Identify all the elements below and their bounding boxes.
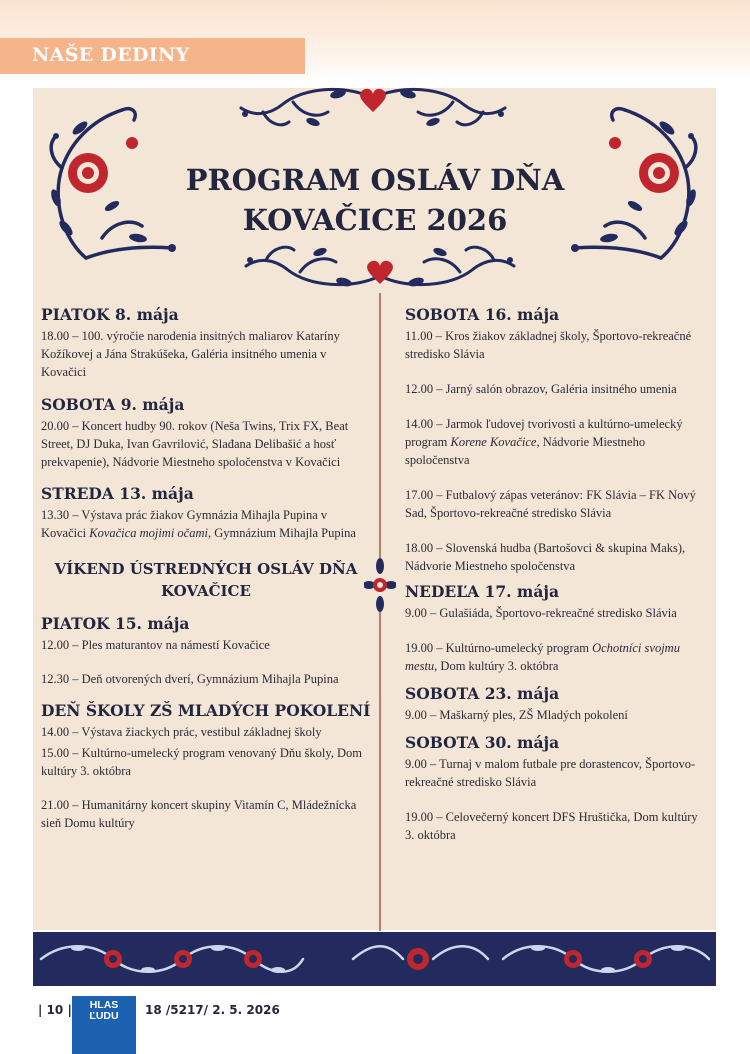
logo-line-1: HLAS <box>89 999 119 1011</box>
event-item: 19.00 – Celovečerný koncert DFS Hruštička, Dom kultúry 3. októbra <box>405 810 698 842</box>
day-block <box>405 733 705 844</box>
weekend-heading-line-2: KOVAČICE <box>161 582 251 600</box>
day-heading: PIATOK 15. mája <box>41 614 190 633</box>
day-heading: DEŇ ŠKOLY ZŠ MLADÝCH POKOLENÍ <box>41 701 371 720</box>
day-heading: SOBOTA 23. mája <box>405 684 560 703</box>
event-text: , Dom kultúry 3. októbra <box>434 659 559 673</box>
event-title: Korene Kovačice <box>450 435 537 449</box>
bottom-ornament <box>238 236 522 290</box>
weekend-heading-line-1: VÍKEND ÚSTREDNÝCH OSLÁV DŇA <box>54 560 358 578</box>
day-block <box>41 614 371 688</box>
issue-info: 18 /5217/ 2. 5. 2026 <box>145 1003 280 1017</box>
event-item: 12.00 – Ples maturantov na námestí Kovačice <box>41 638 270 652</box>
folk-pattern <box>33 932 716 986</box>
day-heading: SOBOTA 9. mája <box>41 395 185 414</box>
section-tab <box>0 38 305 74</box>
day-block <box>41 305 371 381</box>
program-title <box>150 160 600 240</box>
day-block <box>405 305 705 575</box>
event-item: 17.00 – Futbalový zápas veteránov: FK Slávia – FK Nový Sad, Športovo-rekreačné stredisko Slávia <box>405 488 696 520</box>
day-heading: SOBOTA 30. mája <box>405 733 560 752</box>
day-heading: STREDA 13. mája <box>41 484 194 503</box>
event-title: Kovačica mojimi očami <box>89 526 208 540</box>
heart-icon <box>360 89 386 112</box>
event-item: 20.00 – Koncert hudby 90. rokov (Neša Twins, Trix FX, Beat Street, DJ Duka, Ivan Gavrilović, Slađana Delibašić a hosť prekvapenie), Nádvorie Miestneho spoločenstva v Kovačici <box>41 419 349 469</box>
event-item: 21.00 – Humanitárny koncert skupiny Vitamín C, Mládežnícka sieň Domu kultúry <box>41 798 357 830</box>
event-item: 18.00 – Slovenská hudba (Bartošovci & skupina Maks), Nádvorie Miestneho spoločenstva <box>405 541 686 573</box>
event-text: 19.00 – Kultúrno-umelecký program <box>405 641 593 655</box>
day-block <box>41 484 371 542</box>
day-block <box>405 684 705 724</box>
event-item <box>41 506 371 542</box>
flower-icon <box>639 153 679 193</box>
logo-line-2: ĽUDU <box>89 1010 119 1022</box>
event-item: 9.00 – Gulašiáda, Športovo-rekreačné stredisko Slávia <box>405 606 677 620</box>
folk-pattern-band <box>33 932 716 986</box>
event-item <box>405 639 705 675</box>
event-item: 9.00 – Maškarný ples, ZŠ Mladých pokolení <box>405 708 628 722</box>
day-block <box>405 582 705 675</box>
section-title: NAŠE DEDINY <box>32 44 190 66</box>
event-item: 12.00 – Jarný salón obrazov, Galéria insitného umenia <box>405 382 677 396</box>
event-item <box>405 415 705 469</box>
event-item: 11.00 – Kros žiakov základnej školy, Športovo-rekreačné stredisko Slávia <box>405 329 692 361</box>
right-column <box>405 305 705 844</box>
title-line-2: KOVAČICE 2026 <box>242 203 508 237</box>
left-column <box>41 305 371 832</box>
event-item: 15.00 – Kultúrno-umelecký program venovaný Dňu školy, Dom kultúry 3. októbra <box>41 746 363 778</box>
event-item: 14.00 – Výstava žiackych prác, vestibul základnej školy <box>41 725 322 739</box>
day-block <box>41 395 371 471</box>
flower-icon <box>68 153 108 193</box>
event-text: , Nádvorie Miestneho spoločenstva <box>405 435 646 467</box>
event-item: 18.00 – 100. výročie narodenia insitných maliarov Kataríny Kožíkovej a Jána Strakúšeka, Galéria insitného umenia v Kovačici <box>41 329 340 379</box>
event-item: 12.30 – Deň otvorených dverí, Gymnázium Mihajla Pupina <box>41 672 339 686</box>
event-title: Ochotníci svojmu mestu <box>405 641 680 673</box>
event-text: 14.00 – Jarmok ľudovej tvorivosti a kultúrno-umelecký program <box>405 417 683 449</box>
event-text: 13.30 – Výstava prác žiakov Gymnázia Mihajla Pupina v Kovačici <box>41 508 328 540</box>
event-text: , Gymnázium Mihajla Pupina <box>207 526 356 540</box>
hlas-ludu-logo <box>72 996 136 1054</box>
event-item: 9.00 – Turnaj v malom futbale pre dorastencov, Športovo-rekreačné stredisko Slávia <box>405 757 696 789</box>
page-number: | 10 | <box>38 1003 72 1017</box>
column-divider <box>379 293 381 931</box>
day-block <box>41 701 371 832</box>
title-line-1: PROGRAM OSLÁV DŇA <box>185 163 565 197</box>
weekend-heading <box>41 558 371 602</box>
top-ornament <box>233 86 513 136</box>
day-heading: SOBOTA 16. mája <box>405 305 560 324</box>
day-heading: PIATOK 8. mája <box>41 305 179 324</box>
day-heading: NEDEĽA 17. mája <box>405 582 560 601</box>
